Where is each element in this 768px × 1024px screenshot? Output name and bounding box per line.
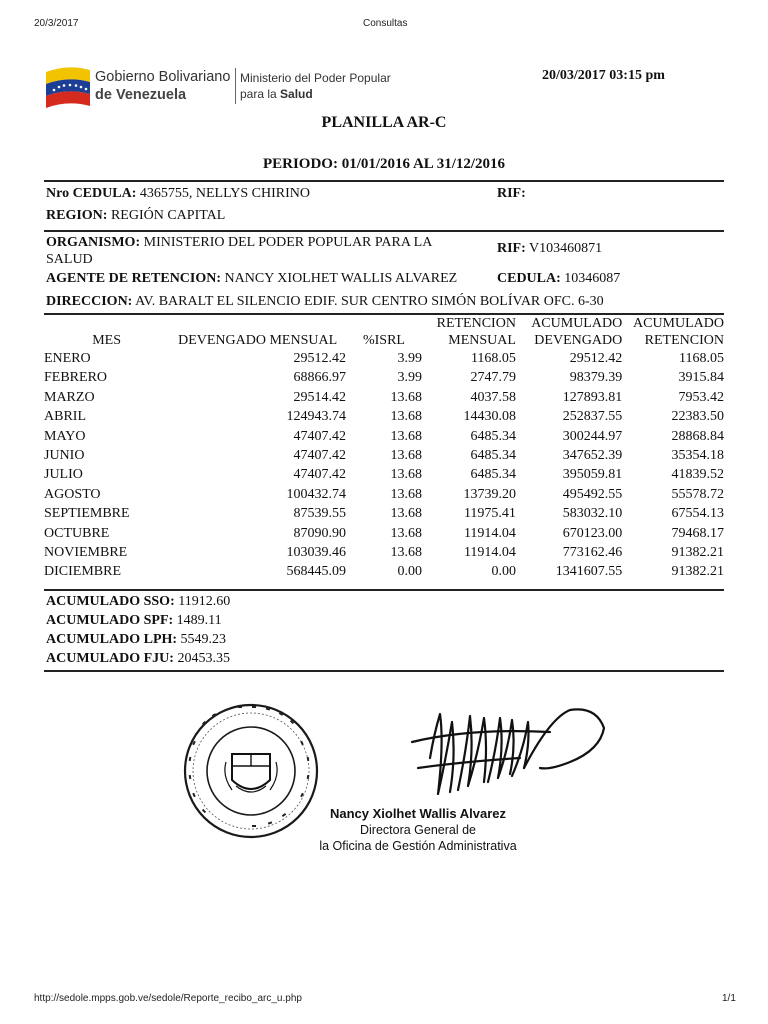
cell-acum-retencion: 79468.17 xyxy=(671,525,724,541)
cell-mes: SEPTIEMBRE xyxy=(44,506,130,522)
cell-acum-retencion: 22383.50 xyxy=(671,409,724,425)
cell-retencion: 11914.04 xyxy=(463,525,516,541)
organismo-value-line-1: MINISTERIO DEL PODER POPULAR PARA LA xyxy=(143,235,433,250)
cedula-agente-value: 10346087 xyxy=(564,271,621,286)
cedula-value: 4365755, NELLYS CHIRINO xyxy=(139,186,310,201)
cell-mes: ENERO xyxy=(44,351,91,366)
cell-retencion: 6485.34 xyxy=(470,428,516,444)
direccion-row xyxy=(46,294,604,310)
rif-row-2 xyxy=(497,241,602,257)
logo-divider xyxy=(235,68,236,104)
cell-retencion: 11914.04 xyxy=(463,545,516,561)
signature-block xyxy=(300,806,536,854)
cell-acum-retencion: 91382.21 xyxy=(671,545,724,561)
header-rule xyxy=(44,180,724,182)
ministry-logo-text xyxy=(240,70,391,102)
cell-mes: DICIEMBRE xyxy=(44,564,121,580)
page-title: PLANILLA AR-C xyxy=(321,114,447,131)
col-header-isrl: %ISRL xyxy=(362,333,405,348)
table-row xyxy=(44,427,724,446)
footer-page: 1/1 xyxy=(722,993,736,1004)
cell-retencion: 4037.58 xyxy=(470,389,516,405)
acumulado-sso: ACUMULADO SSO: 11912.60 xyxy=(46,594,231,609)
cell-isrl: 13.68 xyxy=(390,506,422,522)
table-row xyxy=(44,504,724,523)
monthly-table xyxy=(44,315,724,582)
cell-isrl: 13.68 xyxy=(390,448,422,464)
cell-acum-devengado: 29512.42 xyxy=(569,351,623,366)
cell-devengado: 29514.42 xyxy=(293,389,346,405)
cell-acum-retencion: 28868.84 xyxy=(671,428,724,444)
cell-acum-retencion: 3915.84 xyxy=(678,370,724,386)
cell-isrl: 3.99 xyxy=(397,370,422,386)
table-row xyxy=(44,465,724,484)
gov-logo-text xyxy=(95,68,230,104)
cell-retencion: 13739.20 xyxy=(463,486,516,502)
cell-acum-retencion: 7953.42 xyxy=(678,389,724,405)
direccion-value: AV. BARALT EL SILENCIO EDIF. SUR CENTRO SIMÓN BOLÍVAR OFC. 6-30 xyxy=(135,294,604,309)
cell-mes: JUNIO xyxy=(44,448,85,464)
handwritten-signature xyxy=(400,698,610,806)
rif-label-2: RIF: xyxy=(497,241,526,256)
cell-mes: MAYO xyxy=(44,428,86,444)
agente-label: AGENTE DE RETENCION: xyxy=(46,271,222,286)
signatory-role-2: la Oficina de Gestión Administrativa xyxy=(319,839,517,853)
signatory-name: Nancy Xiolhet Wallis Alvarez xyxy=(329,806,507,821)
cell-devengado: 68866.97 xyxy=(293,370,346,386)
cell-acum-devengado: 583032.10 xyxy=(562,506,623,522)
cell-acum-devengado: 495492.55 xyxy=(562,486,623,502)
cell-isrl: 3.99 xyxy=(397,351,422,366)
cell-acum-devengado: 300244.97 xyxy=(562,428,623,444)
cell-retencion: 6485.34 xyxy=(470,448,516,464)
cell-devengado: 87090.90 xyxy=(293,525,346,541)
cell-acum-devengado: 670123.00 xyxy=(562,525,623,541)
table-row xyxy=(44,543,724,562)
cell-devengado: 568445.09 xyxy=(286,564,346,580)
col-header-retencion: RETENCION MENSUAL xyxy=(436,316,516,348)
region-rule xyxy=(44,230,724,232)
signatory-role-1: Directora General de xyxy=(359,823,477,837)
cell-mes: JULIO xyxy=(44,467,83,483)
table-row xyxy=(44,407,724,426)
cell-acum-retencion: 67554.13 xyxy=(671,506,724,522)
direccion-label: DIRECCION: xyxy=(46,294,133,309)
cell-retencion: 14430.08 xyxy=(463,409,516,425)
organismo-row xyxy=(46,234,432,268)
rif-value-2: V103460871 xyxy=(529,241,603,256)
rif-label-1: RIF: xyxy=(497,186,526,201)
cell-retencion: 11975.41 xyxy=(463,506,516,522)
organismo-value-line-2: SALUD xyxy=(46,252,93,267)
cell-acum-retencion: 91382.21 xyxy=(671,564,724,580)
cedula-agente-row xyxy=(497,271,620,287)
acumulado-fju: ACUMULADO FJU: 20453.35 xyxy=(46,651,230,666)
ministry-line-2-prefix: para la xyxy=(240,87,277,101)
table-row xyxy=(44,524,724,543)
cell-devengado: 124943.74 xyxy=(286,409,346,425)
col-header-acum-devengado: ACUMULADO DEVENGADO xyxy=(531,316,623,348)
cell-isrl: 13.68 xyxy=(390,428,422,444)
period-label: PERIODO: 01/01/2016 AL 31/12/2016 xyxy=(262,156,506,172)
cedula-row xyxy=(46,186,310,202)
table-body xyxy=(44,349,724,582)
cedula-agente-label: CEDULA: xyxy=(497,271,561,286)
cell-isrl: 13.68 xyxy=(390,525,422,541)
cell-retencion: 1168.05 xyxy=(470,351,516,366)
print-date: 20/3/2017 xyxy=(34,18,79,29)
region-label: REGION: xyxy=(46,208,108,223)
table-row xyxy=(44,368,724,387)
cell-retencion: 6485.34 xyxy=(470,467,516,483)
table-bottom-rule xyxy=(44,589,724,591)
cell-acum-retencion: 35354.18 xyxy=(671,448,724,464)
rif-row-1 xyxy=(497,186,526,202)
cell-mes: FEBRERO xyxy=(44,370,108,386)
cedula-label: Nro CEDULA: xyxy=(46,186,137,201)
agente-value: NANCY XIOLHET WALLIS ALVAREZ xyxy=(224,271,458,286)
region-row xyxy=(46,208,225,224)
cell-mes: OCTUBRE xyxy=(44,525,110,541)
cell-mes: ABRIL xyxy=(44,409,86,425)
cell-acum-retencion: 1168.05 xyxy=(679,351,724,366)
cell-acum-devengado: 1341607.55 xyxy=(555,564,623,580)
table-row xyxy=(44,388,724,407)
acumulados-block xyxy=(46,592,230,668)
venezuela-flag-logo xyxy=(44,62,92,108)
cell-devengado: 47407.42 xyxy=(293,448,346,464)
gov-line-1: Gobierno Bolivariano xyxy=(95,69,231,85)
cell-isrl: 13.68 xyxy=(390,409,422,425)
cell-acum-devengado: 347652.39 xyxy=(562,448,623,464)
cell-devengado: 103039.46 xyxy=(286,545,346,561)
cell-devengado: 87539.55 xyxy=(293,506,346,522)
cell-acum-devengado: 395059.81 xyxy=(562,467,623,483)
gov-line-2: de Venezuela xyxy=(95,87,187,103)
col-header-acum-retencion: ACUMULADO RETENCION xyxy=(633,316,724,348)
cell-mes: NOVIEMBRE xyxy=(44,545,128,561)
cell-isrl: 0.00 xyxy=(397,564,422,580)
ministry-line-2-bold: Salud xyxy=(280,87,313,101)
cell-devengado: 47407.42 xyxy=(293,467,346,483)
cell-acum-retencion: 41839.52 xyxy=(671,467,724,483)
cell-devengado: 29512.42 xyxy=(293,351,346,366)
acumulado-spf: ACUMULADO SPF: 1489.11 xyxy=(46,613,222,628)
cell-isrl: 13.68 xyxy=(390,545,422,561)
cell-mes: MARZO xyxy=(44,389,95,405)
footer-url: http://sedole.mpps.gob.ve/sedole/Reporte_recibo_arc_u.php xyxy=(34,993,302,1004)
cell-isrl: 13.68 xyxy=(390,486,422,502)
cell-devengado: 100432.74 xyxy=(286,486,346,502)
col-header-mes: MES xyxy=(92,333,122,348)
cell-mes: AGOSTO xyxy=(44,486,101,502)
table-row xyxy=(44,485,724,504)
organismo-label: ORGANISMO: xyxy=(46,235,141,250)
ministry-line-1: Ministerio del Poder Popular xyxy=(240,71,391,85)
agente-row xyxy=(46,271,457,287)
cell-devengado: 47407.42 xyxy=(293,428,346,444)
print-title: Consultas xyxy=(363,18,408,29)
cell-acum-devengado: 98379.39 xyxy=(569,370,623,386)
table-header-row xyxy=(44,315,724,349)
table-row xyxy=(44,349,724,368)
col-header-devengado: DEVENGADO MENSUAL xyxy=(178,333,338,348)
cell-isrl: 13.68 xyxy=(390,389,422,405)
acumulados-bottom-rule xyxy=(44,670,724,672)
region-value: REGIÓN CAPITAL xyxy=(110,208,226,223)
cell-retencion: 0.00 xyxy=(491,564,516,580)
cell-retencion: 2747.79 xyxy=(470,370,516,386)
table-row xyxy=(44,446,724,465)
cell-isrl: 13.68 xyxy=(390,467,422,483)
acumulado-lph: ACUMULADO LPH: 5549.23 xyxy=(46,632,227,647)
report-timestamp: 20/03/2017 03:15 pm xyxy=(542,68,665,83)
cell-acum-devengado: 252837.55 xyxy=(562,409,623,425)
cell-acum-devengado: 127893.81 xyxy=(562,389,623,405)
cell-acum-retencion: 55578.72 xyxy=(671,486,724,502)
cell-acum-devengado: 773162.46 xyxy=(562,545,623,561)
table-row xyxy=(44,562,724,581)
